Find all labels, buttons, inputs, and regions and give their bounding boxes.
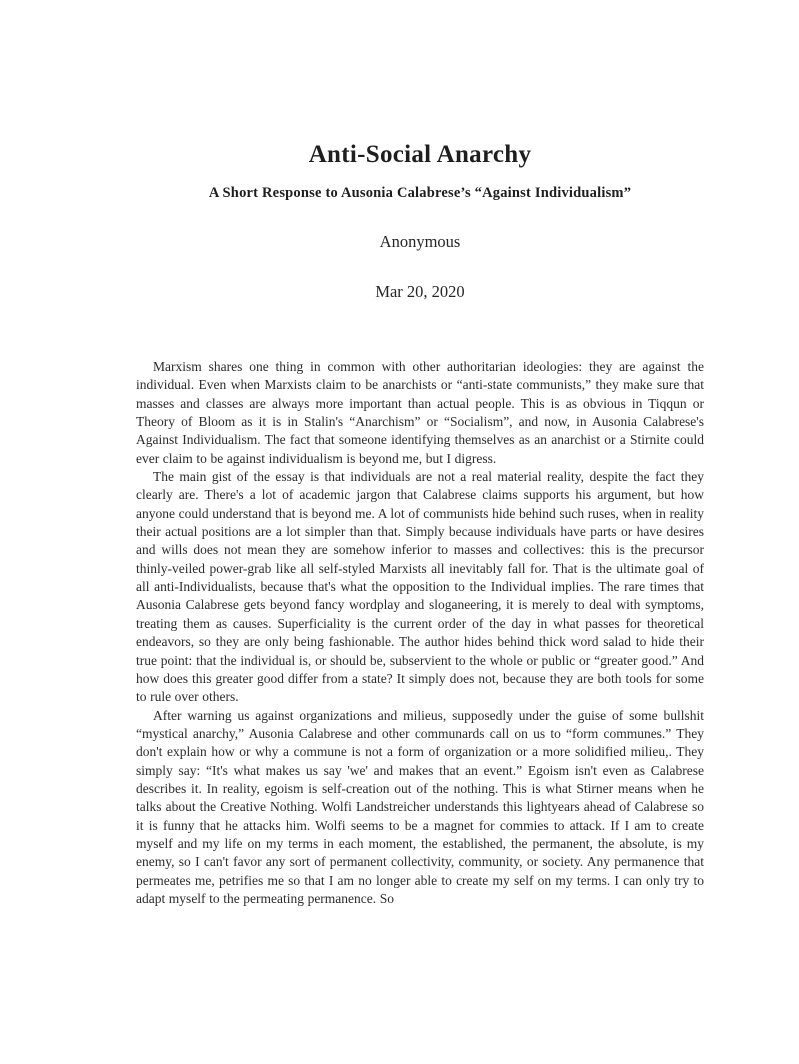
paragraph-1: Marxism shares one thing in common with other authoritarian ideologies: they are against the individual. Even when Marxists claim to be anarchists or “anti-state communists,” they make sure that masses and classes are always more important than actual people. This is as obvious in Tiqqun or Theory of Bloom as it is in Stalin's “Anarchism” or “Socialism”, and now, in Ausonia Calabrese's Against Individualism. The fact that someone identifying themselves as an anarchist or a Stirnite could ever claim to be against individualism is beyond me, but I digress. (136, 359, 704, 466)
document-content (136, 0, 704, 908)
paragraph-3: After warning us against organizations and milieus, supposedly under the guise of some bullshit “mystical anarchy,” Ausonia Calabrese and other communards call on us to “form communes.” They don't explain how or why a commune is not a form of organization or a more solidified milieu,. They simply say: “It's what makes us say 'we' and makes that an event.” Egoism isn't even as Calabrese describes it. In reality, egoism is self-creation out of the nothing. This is what Stirner means when he talks about the Creative Nothing. Wolfi Landstreicher understands this lightyears ahead of Calabrese so it is funny that he attacks him. Wolfi seems to be a magnet for commies to attack. If I am to create myself and my life on my terms in each moment, the established, the permanent, the absolute, is my enemy, so I can't favor any sort of permanent collectivity, community, or society. Any permanence that permeates me, petrifies me so that I am no longer able to create my self on my terms. I can only try to adapt myself to the permeating permanence. So (136, 707, 704, 906)
document-date: Mar 20, 2020 (375, 282, 465, 301)
document-title: Anti-Social Anarchy (308, 141, 532, 168)
document-subtitle: A Short Response to Ausonia Calabrese’s “Against Individualism” (208, 185, 632, 201)
paragraph-2: The main gist of the essay is that individuals are not a real material reality, despite the fact they clearly are. There's a lot of academic jargon that Calabrese claims supports his argument, but how anyone could understand that is beyond me. A lot of communists hide behind such ruses, when in reality their actual positions are a lot simpler than that. Simply because individuals have parts or have desires and wills does not mean they are somehow inferior to masses and collectives: this is the precursor thinly-veiled power-grab like all self-styled Marxists all inevitably fall for. That is the ultimate goal of all anti-Individualists, because that's what the opposition to the Individual implies. The rare times that Ausonia Calabrese gets beyond fancy wordplay and sloganeering, it is merely to deal with symptoms, treating them as causes. Superficiality is the current order of the day in what passes for theoretical endeavors, so they are only being fashionable. The author hides behind thick word salad to hide their true point: that the individual is, or should be, subservient to the whole or public or “greater good.” And how does this greater good differ from a state? It simply does not, because they are both tools for some to rule over others. (136, 469, 704, 705)
document-author: Anonymous (379, 232, 461, 251)
document-body (136, 358, 704, 908)
